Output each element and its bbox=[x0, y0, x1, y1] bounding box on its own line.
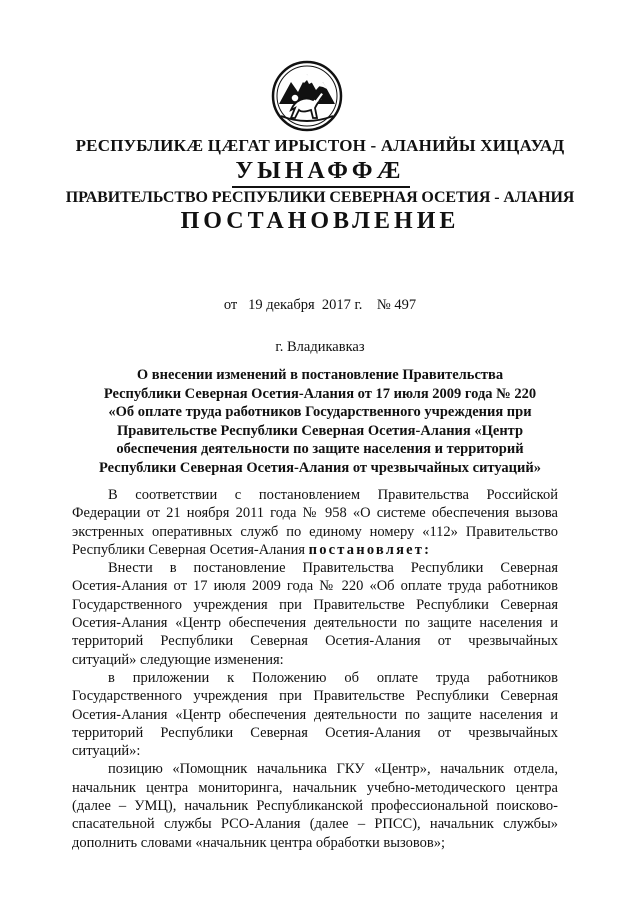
title-line: обеспечения деятельности по защите населения и территорий bbox=[116, 441, 524, 458]
resolution-keyword: постановляет: bbox=[308, 541, 432, 558]
decree-body bbox=[72, 486, 558, 852]
title-line: Правительстве Республики Северная Осетия-Алания «Центр bbox=[116, 422, 524, 439]
body-line: территорий Республики Северная Осетия-Алания от чрезвычайных bbox=[72, 633, 558, 650]
body-line: В соответствии с постановлением Правительства Российской bbox=[108, 487, 558, 503]
title-line: О внесении изменений в постановление Правительства bbox=[136, 367, 504, 383]
body-line: территорий Республики Северная Осетия-Алания от чрезвычайных bbox=[72, 724, 558, 741]
body-line: Осетия-Алания от 17 июля 2009 года № 220 «Об оплате труда работников bbox=[72, 578, 558, 595]
header-republic-ossetian: РЕСПУБЛИКÆ ЦÆГАТ ИРЫСТОН - АЛАНИЙЫ ХИЦАУАД bbox=[75, 136, 565, 155]
body-line: ситуаций»: bbox=[72, 743, 141, 760]
decree-date-number: от 19 декабря 2017 г. № 497 bbox=[223, 297, 417, 313]
body-line: начальник центра мониторинга, начальник учебно-методического центра bbox=[72, 779, 558, 796]
decree-city: г. Владикавказ bbox=[275, 339, 365, 355]
body-line: Государственного учреждения при Правительстве Республики Северная bbox=[72, 596, 558, 613]
body-line-text: Республики Северная Осетия-Алания bbox=[72, 541, 306, 558]
body-line: Государственного учреждения при Правительстве Республики Северная bbox=[72, 688, 558, 705]
body-line bbox=[72, 541, 558, 559]
decree-title bbox=[73, 366, 567, 478]
coat-of-arms-emblem bbox=[271, 60, 343, 132]
body-line: дополнить словами «начальник центра обработки вызовов»; bbox=[72, 834, 446, 851]
title-line: Республики Северная Осетия-Алания от чрезвычайных ситуаций» bbox=[99, 459, 541, 476]
body-line: Осетия-Алания «Центр обеспечения деятельности по защите населения и bbox=[72, 706, 558, 723]
title-line: Республики Северная Осетия-Алания от 17 июля 2009 года № 220 bbox=[103, 385, 537, 402]
body-line: в приложении к Положению об оплате труда работников bbox=[108, 669, 558, 686]
body-line: Осетия-Алания «Центр обеспечения деятельности по защите населения и bbox=[72, 615, 558, 632]
body-line: экстренных оперативных служб по единому номеру «112» Правительство bbox=[72, 523, 558, 540]
body-line: ситуаций» следующие изменения: bbox=[72, 651, 284, 668]
header-government: ПРАВИТЕЛЬСТВО РЕСПУБЛИКИ СЕВЕРНАЯ ОСЕТИЯ - АЛАНИЯ bbox=[65, 189, 575, 206]
header-divider bbox=[232, 186, 410, 188]
body-line: позицию «Помощник начальника ГКУ «Центр», начальник отдела, bbox=[108, 761, 558, 778]
body-line: (далее – УМЦ), начальник Республиканской профессиональной поисково- bbox=[72, 798, 558, 815]
body-line: спасательной службы РСО-Алания (далее – РПСС), начальник службы» bbox=[72, 816, 558, 833]
body-line: Федерации от 21 ноября 2011 года № 958 «О системе обеспечения вызова bbox=[72, 505, 558, 522]
body-line: Внести в постановление Правительства Республики Северная bbox=[108, 560, 558, 577]
header-decree: ПОСТАНОВЛЕНИЕ bbox=[180, 208, 460, 234]
header-decree-ossetian: УЫНАФФÆ bbox=[235, 158, 405, 184]
title-line: «Об оплате труда работников Государственного учреждения при bbox=[108, 404, 532, 421]
